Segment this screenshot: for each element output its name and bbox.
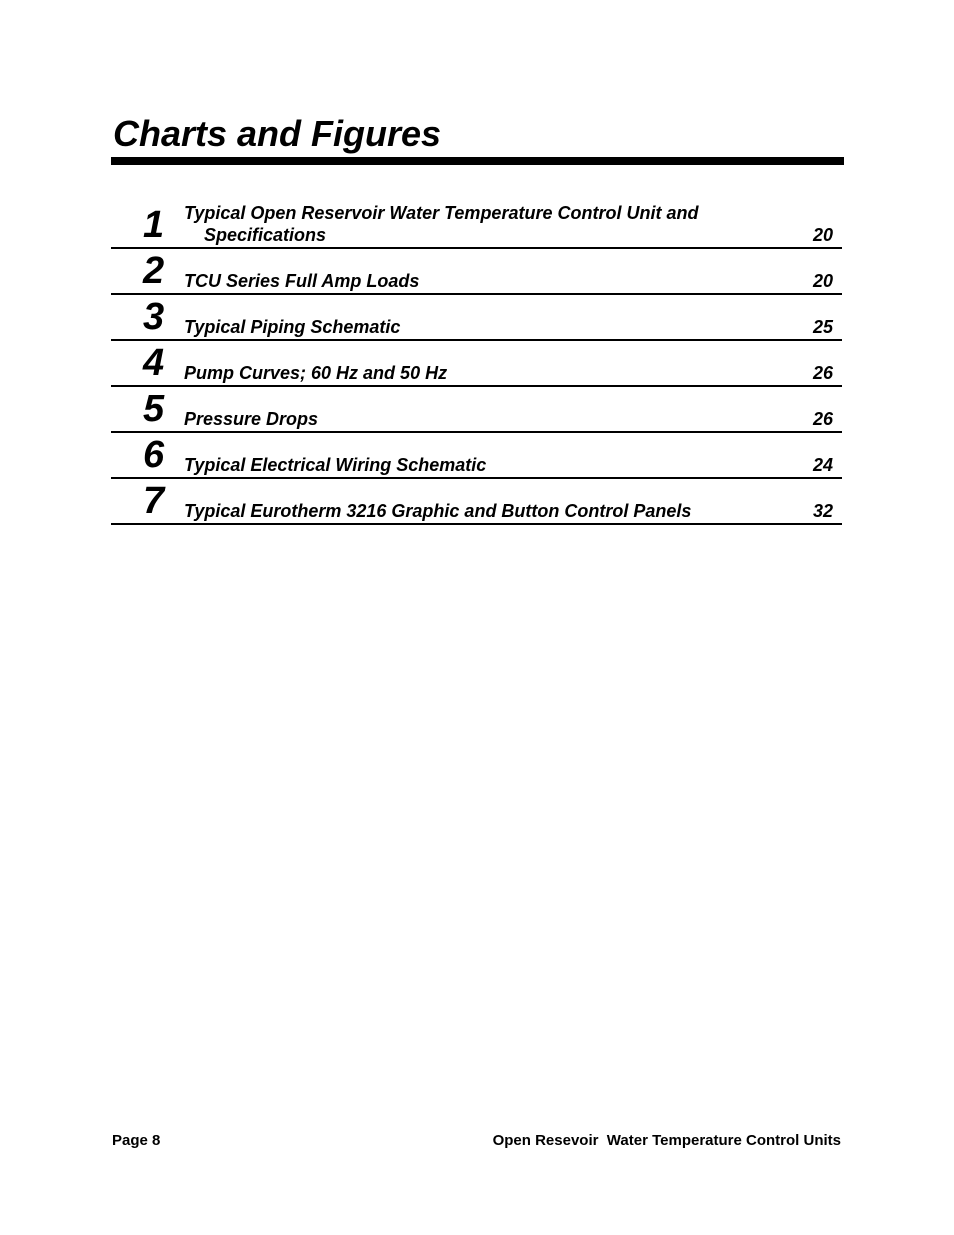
figure-entry-3[interactable] — [111, 295, 842, 341]
figure-title: Typical Electrical Wiring Schematic — [184, 455, 487, 475]
figure-entry-4[interactable] — [111, 341, 842, 387]
figure-title: Pressure Drops — [184, 409, 319, 429]
page-title: Charts and Figures — [113, 113, 442, 154]
footer-document-title: Open Resevoir Water Temperature Control Units — [492, 1132, 841, 1149]
figure-number: 6 — [143, 434, 165, 476]
figure-page-number: 24 — [812, 455, 833, 475]
figure-number: 1 — [143, 204, 165, 246]
figure-number: 4 — [143, 342, 165, 384]
figure-title: TCU Series Full Amp Loads — [184, 271, 420, 291]
figure-entry-2[interactable] — [111, 249, 842, 295]
figure-title-line-1: Typical Open Reservoir Water Temperature Control Unit and — [184, 203, 699, 223]
figure-title — [184, 202, 698, 246]
figure-page-number: 26 — [812, 363, 833, 383]
figure-number: 5 — [143, 388, 165, 430]
figure-title-line-2: Specifications — [204, 225, 327, 245]
figure-entry-1[interactable] — [111, 201, 842, 249]
figures-list — [111, 201, 842, 525]
figure-number: 3 — [143, 296, 165, 338]
figure-entry-7[interactable] — [111, 479, 842, 525]
footer-page-label: Page 8 — [112, 1132, 161, 1149]
figure-number: 7 — [143, 480, 165, 522]
figure-page-number: 20 — [812, 271, 833, 291]
figure-page-number: 26 — [812, 409, 833, 429]
figure-entry-6[interactable] — [111, 433, 842, 479]
figure-title: Typical Eurotherm 3216 Graphic and Button Control Panels — [184, 501, 692, 521]
figure-entry-5[interactable] — [111, 387, 842, 433]
figure-title: Pump Curves; 60 Hz and 50 Hz — [184, 363, 448, 383]
figure-number: 2 — [143, 250, 165, 292]
figure-title: Typical Piping Schematic — [184, 317, 401, 337]
figure-page-number: 32 — [812, 501, 833, 521]
figure-page-number: 20 — [812, 225, 833, 245]
title-rule — [111, 157, 844, 165]
figure-page-number: 25 — [812, 317, 833, 337]
